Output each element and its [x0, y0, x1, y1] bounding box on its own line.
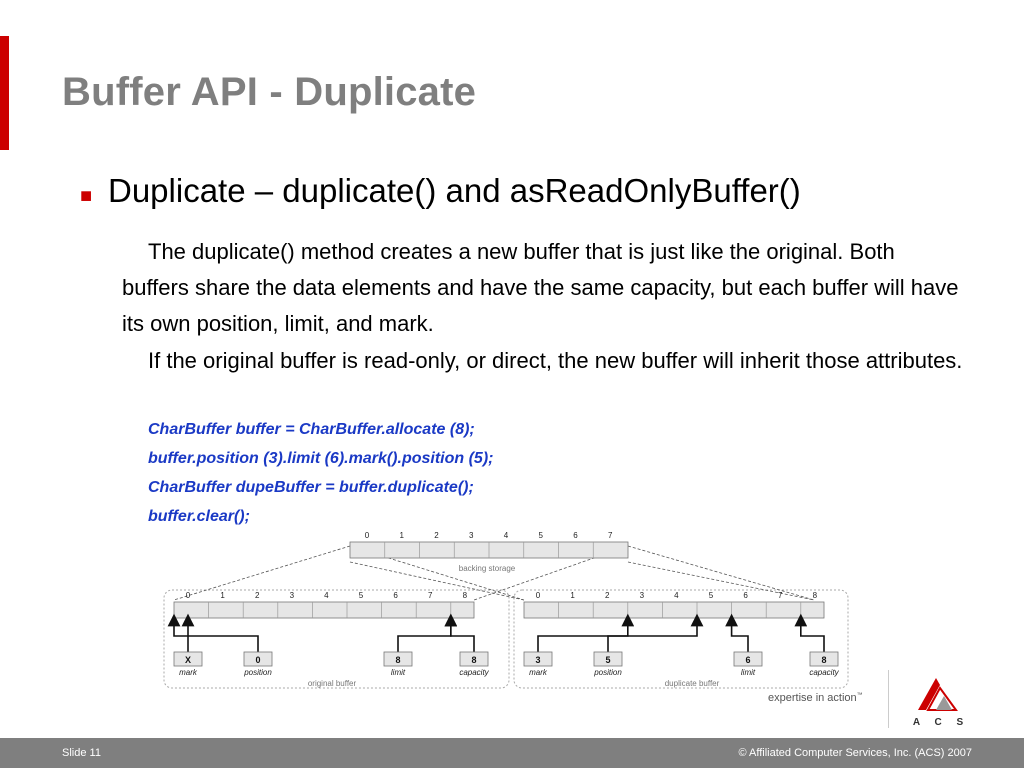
duplicate-position-label: position	[594, 668, 622, 677]
original-position-pointer	[174, 620, 258, 652]
title-accent-bar	[0, 36, 9, 150]
original-index-label: 8	[462, 591, 468, 600]
duplicate-limit-value: 6	[745, 655, 751, 665]
code-line: buffer.clear();	[148, 508, 250, 525]
slide-title: Buffer API - Duplicate	[62, 70, 477, 114]
original-position-value: 0	[255, 655, 261, 665]
logo-divider	[888, 670, 889, 728]
backing-index-label: 5	[538, 531, 543, 540]
duplicate-index-label: 6	[743, 591, 748, 600]
duplicate-limit-label: limit	[740, 668, 756, 677]
backing-index-label: 1	[399, 531, 404, 540]
duplicate-index-label: 3	[639, 591, 645, 600]
original-index-label: 6	[393, 591, 398, 600]
original-index-label: 0	[185, 591, 191, 600]
bullet-item	[80, 172, 801, 210]
original-capacity-pointer	[451, 620, 474, 652]
duplicate-index-label: 0	[535, 591, 541, 600]
duplicate-capacity-label: capacity	[809, 668, 839, 677]
backing-index-label: 2	[434, 531, 439, 540]
duplicate-index-label: 7	[777, 591, 783, 600]
square-bullet-icon: ■	[80, 185, 93, 207]
duplicate-position-pointer	[608, 620, 697, 652]
duplicate-index-label: 8	[812, 591, 818, 600]
original-index-label: 1	[220, 591, 225, 600]
paragraph-inherit-attributes: If the original buffer is read-only, or direct, the new buffer will inherit those attributes.	[148, 348, 963, 373]
logo-letters: A C S	[912, 717, 970, 728]
original-limit-pointer	[398, 620, 451, 652]
code-line: buffer.position (3).limit (6).mark().position (5);	[148, 450, 494, 467]
original-limit-label: limit	[390, 668, 406, 677]
duplicate-mark-label: mark	[529, 668, 547, 677]
copyright-notice: © Affiliated Computer Services, Inc. (ACS) 2007	[738, 747, 972, 759]
footer-bar	[0, 738, 1024, 768]
duplicate-index-label: 4	[674, 591, 679, 600]
original-index-label: 3	[289, 591, 295, 600]
original-capacity-label: capacity	[459, 668, 489, 677]
original-index-label: 2	[254, 591, 260, 600]
original-buffer	[174, 591, 490, 688]
code-line: CharBuffer dupeBuffer = buffer.duplicate();	[148, 479, 474, 496]
backing-storage-label: backing storage	[458, 564, 516, 573]
original-buffer-caption: original buffer	[307, 679, 357, 688]
acs-mark-icon	[900, 672, 982, 728]
logo-tagline: expertise in action™	[768, 692, 863, 704]
original-index-label: 4	[324, 591, 329, 600]
backing-index-label: 3	[469, 531, 474, 540]
duplicate-capacity-value: 8	[821, 655, 827, 665]
duplicate-mark-value: 3	[535, 655, 541, 665]
slide-number: Slide 11	[62, 747, 101, 759]
duplicate-index-label: 1	[570, 591, 575, 600]
backing-index-label: 7	[608, 531, 613, 540]
original-index-label: 5	[358, 591, 364, 600]
paragraph-duplicate-description: The duplicate() method creates a new buffer that is just like the original. Both buffers share the data elements and have the same capacity, but each buffer will have its own position, limit, and mark.	[122, 239, 959, 336]
backing-index-label: 4	[503, 531, 509, 540]
backing-storage	[350, 531, 628, 573]
duplicate-index-label: 5	[708, 591, 714, 600]
bullet-heading: Duplicate – duplicate() and asReadOnlyBuffer()	[108, 172, 801, 209]
original-capacity-value: 8	[471, 655, 477, 665]
original-position-label: position	[244, 668, 272, 677]
original-index-label: 7	[427, 591, 433, 600]
duplicate-buffer-caption: duplicate buffer	[664, 679, 720, 688]
original-limit-value: 8	[395, 655, 401, 665]
duplicate-index-label: 2	[604, 591, 610, 600]
duplicate-limit-pointer	[732, 620, 748, 652]
backing-index-label: 6	[573, 531, 578, 540]
duplicate-position-value: 5	[605, 655, 611, 665]
buffer-duplicate-diagram	[162, 526, 852, 694]
duplicate-capacity-pointer	[801, 620, 824, 652]
code-line: CharBuffer buffer = CharBuffer.allocate (8);	[148, 421, 475, 438]
acs-logo	[762, 670, 982, 730]
original-mark-value: X	[184, 655, 192, 665]
backing-index-label: 0	[364, 531, 370, 540]
original-mark-label: mark	[179, 668, 197, 677]
